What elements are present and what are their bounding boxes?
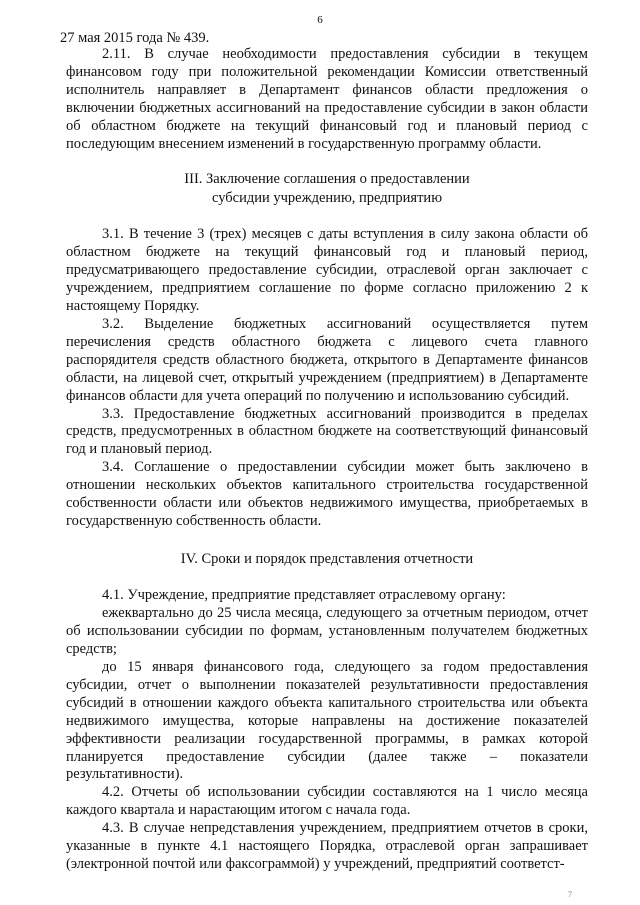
paragraph-3-1: 3.1. В течение 3 (трех) месяцев с даты вступления в силу закона области об областном бюджете на текущий финансовый год и плановый период, предусматривающего предоставление субсидии, отраслевой орган заключает с учреждением, предприятием соглашение по форме согласно приложению 2 к настоящему Порядку.: [66, 226, 588, 315]
document-body: [66, 46, 588, 874]
paragraph-4-3: 4.3. В случае непредставления учреждением, предприятием отчетов в сроки, указанные в пункте 4.1 настоящего Порядка, отраслевой орган запрашивает (электронной почтой или факсограммой) у учреждений, предприятий соответст-: [66, 820, 588, 872]
section-3-title-line-1: III. Заключение соглашения о предоставлении: [184, 171, 470, 188]
header-date: 27 мая 2015 года № 439.: [60, 30, 210, 46]
paragraph-4-1: 4.1. Учреждение, предприятие представляет отраслевому органу:: [102, 587, 506, 604]
paragraph-3-4: 3.4. Соглашение о предоставлении субсидии может быть заключено в отношении нескольких объектов капитального строительства государственной собственности области или объектов недвижимого имущества, приобретаемых в государственную собственность области.: [66, 459, 588, 529]
section-3-title-line-2: субсидии учреждению, предприятию: [211, 189, 443, 206]
paragraph-3-2: 3.2. Выделение бюджетных ассигнований осуществляется путем перечисления средств областного бюджета с лицевого счета главного распорядителя средств областного бюджета, открытого в Департаменте финансов области, на лицевой счет, открытый учреждением (предприятием) в Департаменте финансов области для учета операций по получению и использованию субсидий.: [66, 315, 588, 404]
paragraph-2-11: 2.11. В случае необходимости предоставления субсидии в текущем финансовом году при положительной рекомендации Комиссии ответственный исполнитель направляет в Департамент финансов области предложения о включении бюджетных ассигнований на предоставление субсидии в закон области об областном бюджете на текущий финансовый год и плановый период с последующим внесением изменений в государственную программу области.: [66, 46, 588, 152]
paragraph-3-3: 3.3. Предоставление бюджетных ассигнований производится в пределах средств, предусмотренных в областном бюджете на соответствующий финансовый год и плановый период.: [66, 405, 588, 458]
corner-mark: 7: [568, 890, 572, 899]
paragraph-4-1-quarterly: ежеквартально до 25 числа месяца, следующего за отчетным периодом, отчет об использовании субсидии по формам, установленным получателем бюджетных средств;: [66, 605, 588, 658]
section-3-title: [66, 170, 588, 207]
paragraph-4-1-annual: до 15 января финансового года, следующего за годом предоставления субсидии, отчет о выполнении показателей результативности предоставления субсидий в отношении каждого объекта капитального строительства или объекта недвижимого имущества, которые направлены на достижение показателей эффективности реализации государственной программы, в рамках которой планируется предоставление субсидии (далее также – показатели результативности).: [66, 658, 588, 783]
section-4-title: IV. Сроки и порядок представления отчетности: [180, 550, 474, 567]
paragraph-4-2: 4.2. Отчеты об использовании субсидии составляются на 1 число месяца каждого квартала и нарастающим итогом с начала года.: [66, 784, 588, 819]
page-number: 6: [317, 14, 323, 26]
